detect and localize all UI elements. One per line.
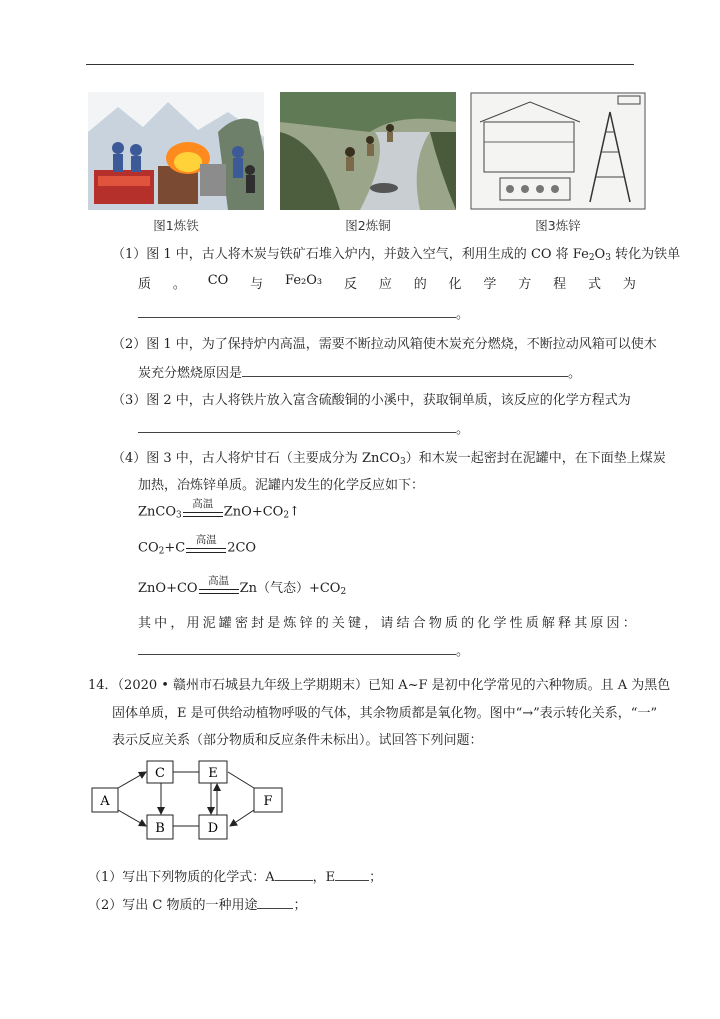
q13-part3-line1: （3）图 2 中，古人将铁片放入富含硫酸铜的小溪中，获取铜单质，该反应的化学方程式为 — [112, 393, 631, 408]
word: 化 — [477, 616, 491, 631]
q13-part4-answer-line — [138, 640, 469, 659]
word: 为 — [622, 277, 636, 292]
word: 炼 — [283, 616, 297, 631]
q13-part3-answer-line — [138, 418, 469, 437]
word: 其 — [138, 616, 152, 631]
q14-line2: 固体单质，E 是可供给动植物呼吸的气体，其余物质都是氧化物。图中“→”表示转化关系，“一” — [112, 706, 658, 721]
period: 。 — [456, 307, 470, 322]
q13-part1-text-a: （1）图 1 中，古人将木炭与铁矿石堆入炉内，并鼓入空气，利用生成的 CO 将 Fe — [112, 247, 589, 262]
word: 泥 — [202, 616, 216, 631]
period: 。 — [456, 644, 470, 659]
figure-1-caption: 图1炼铁 — [153, 218, 199, 233]
q14-sub2-text-a: （2）写出 C 物质的一种用途 — [88, 898, 258, 913]
q13-part4-line2: 加热，冶炼锌单质。泥罐内发生的化学反应如下： — [138, 478, 425, 493]
equation-3 — [138, 574, 347, 597]
answer-blank-c-use[interactable] — [257, 896, 293, 909]
word: ， — [170, 616, 184, 631]
q13-part2-line1: （2）图 1 中，为了保持炉内高温，需要不断拉动风箱使木炭充分燃烧，不断拉动风箱可以使木 — [112, 337, 657, 352]
word: 的 — [315, 616, 329, 631]
word: 罐 — [218, 616, 232, 631]
eq2-reactant-2: +C — [164, 540, 186, 556]
q13-part4-text-b: ）和木炭一起密封在泥罐中，在下面垫上煤炭 — [405, 451, 666, 466]
node-e: E — [208, 766, 218, 781]
q14-sub1-text-b: ，E — [312, 870, 336, 885]
eq2-reactant: CO — [138, 540, 159, 556]
period: 。 — [568, 366, 582, 381]
q13-part1-line2 — [138, 273, 636, 292]
eq3-sub: 2 — [340, 587, 347, 597]
word: 质 — [525, 616, 539, 631]
word: 密 — [234, 616, 248, 631]
word: 锌 — [299, 616, 313, 631]
word: 释 — [558, 616, 572, 631]
q13-part4-text-a: （4）图 3 中，古人将炉甘石（主要成分为 ZnCO — [112, 451, 400, 466]
word: 与 — [250, 277, 264, 292]
high-temp-equals-sign — [186, 534, 226, 556]
fe2o3-sub-2: 2 — [588, 253, 595, 263]
node-c: C — [155, 766, 165, 781]
condition-label: 高温 — [208, 574, 230, 587]
eq2-sub: 2 — [158, 546, 165, 557]
q13-part4-line1 — [112, 447, 666, 467]
word: 原 — [590, 616, 604, 631]
arrow-a-to-b — [118, 810, 146, 826]
node-d: D — [207, 821, 219, 836]
zinc-smelting-illustration — [470, 92, 646, 210]
word: 程 — [553, 277, 567, 292]
high-temp-equals-sign — [199, 574, 239, 597]
q14-line3: 表示反应关系（部分物质和反应条件未标出）。试回答下列问题： — [112, 733, 483, 748]
word: 的 — [461, 616, 475, 631]
word: Fe₂O₃ — [285, 273, 323, 288]
arrow-a-to-c — [118, 772, 146, 788]
iron-smelting-illustration — [88, 92, 264, 210]
eq1-product: ZnO+CO — [223, 504, 284, 520]
word: 关 — [331, 616, 345, 631]
figure-zinc-smelting — [470, 92, 646, 210]
high-temp-equals-sign — [183, 498, 223, 520]
q14-sub1-text-c: ； — [369, 870, 383, 885]
word: 中 — [154, 616, 168, 631]
equation-2 — [138, 534, 257, 557]
word: 封 — [251, 616, 265, 631]
word: ， — [364, 616, 378, 631]
q13-part2-line2 — [138, 362, 581, 381]
q14-sub1 — [88, 866, 382, 885]
double-bar — [199, 589, 239, 594]
figure-2-caption: 图2炼铜 — [345, 218, 391, 233]
word: 。 — [172, 277, 186, 292]
word: 性 — [509, 616, 523, 631]
condition-label: 高温 — [192, 498, 214, 510]
arrow-f-to-d — [230, 810, 254, 826]
q13-part1-line1 — [112, 243, 680, 263]
word: 质 — [444, 616, 458, 631]
period: 。 — [456, 422, 470, 437]
relation-diagram — [88, 758, 298, 848]
answer-blank[interactable] — [138, 642, 456, 655]
word: 学 — [493, 616, 507, 631]
word: 质 — [138, 277, 152, 292]
figure-copper-smelting — [280, 92, 456, 210]
word: 的 — [413, 277, 427, 292]
header-rule — [86, 64, 634, 65]
word: 方 — [518, 277, 532, 292]
node-b: B — [155, 821, 165, 836]
line-f-e — [228, 772, 254, 788]
word: 是 — [267, 616, 281, 631]
word: CO — [207, 273, 229, 288]
q14-line1: 14．（2020 • 赣州市石城县九年级上学期期末）已知 A~F 是初中化学常见的六种物质。且 A 为黑色 — [88, 678, 671, 693]
equation-1 — [138, 498, 300, 521]
word: 合 — [412, 616, 426, 631]
eq1-sub: 3 — [176, 510, 182, 521]
word: ： — [622, 616, 636, 631]
word: 因 — [606, 616, 620, 631]
figure-iron-smelting — [88, 92, 264, 210]
word: 解 — [541, 616, 555, 631]
fe2o3-sub-3: 3 — [605, 253, 611, 263]
word: 反 — [343, 277, 357, 292]
double-bar — [183, 512, 223, 517]
double-bar — [186, 548, 226, 553]
gas-arrow-icon: ↑ — [289, 504, 300, 520]
q14-sub2 — [88, 894, 307, 913]
answer-blank-a[interactable] — [275, 868, 313, 881]
q13-part2-text: 炭充分燃烧原因是 — [138, 366, 243, 381]
word: 学 — [483, 277, 497, 292]
answer-blank-e[interactable] — [335, 868, 369, 881]
eq3-reactant: ZnO+CO — [138, 581, 198, 596]
q14-sub1-text-a: （1）写出下列物质的化学式：A — [88, 870, 275, 885]
answer-blank[interactable] — [138, 420, 456, 433]
word: 式 — [587, 277, 601, 292]
node-a: A — [100, 794, 110, 809]
eq3-product: Zn（气态）+CO — [239, 581, 341, 596]
word: 用 — [186, 616, 200, 631]
q13-part4-line3 — [138, 612, 636, 631]
q13-part1-text-c: 转化为铁单 — [610, 247, 681, 262]
figure-3-caption: 图3炼锌 — [535, 218, 581, 233]
znco3-sub-3: 3 — [399, 457, 406, 467]
word: 其 — [574, 616, 588, 631]
eq1-sub2: 2 — [283, 510, 290, 521]
copper-smelting-illustration — [280, 92, 456, 210]
answer-blank[interactable] — [242, 364, 568, 377]
q13-part1-answer-line — [138, 303, 469, 322]
node-f: F — [263, 794, 273, 809]
word: 应 — [378, 277, 392, 292]
condition-label: 高温 — [195, 534, 217, 546]
word: 结 — [396, 616, 410, 631]
word: 化 — [448, 277, 462, 292]
eq2-product: 2CO — [227, 540, 257, 556]
q13-part1-text-b: O — [594, 247, 606, 262]
word: 物 — [428, 616, 442, 631]
word: 键 — [348, 616, 362, 631]
eq1-reactant: ZnCO — [138, 504, 177, 520]
q14-sub2-text-b: ； — [293, 898, 307, 913]
answer-blank[interactable] — [138, 305, 456, 318]
word: 请 — [380, 616, 394, 631]
